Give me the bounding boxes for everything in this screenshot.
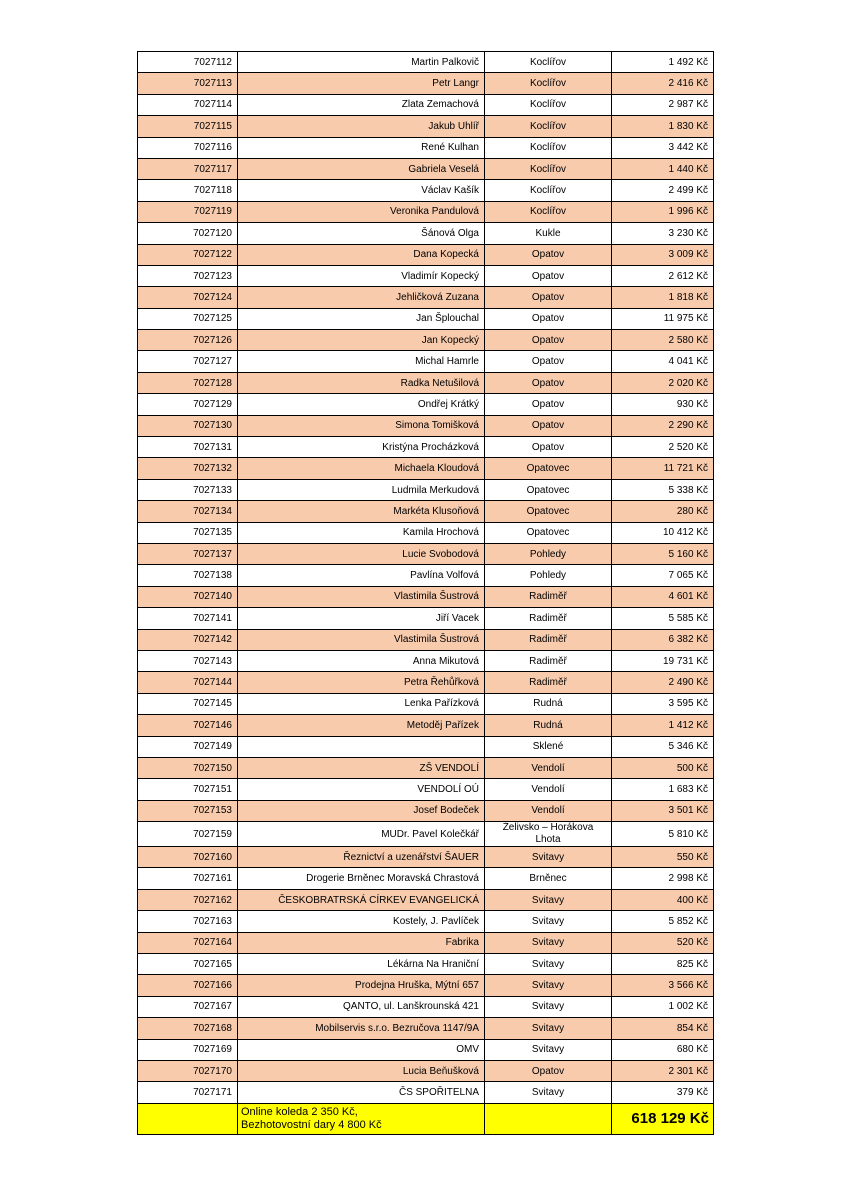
donor-id-cell: 7027119 [138, 201, 238, 222]
amount-cell: 2 499 Kč [612, 180, 714, 201]
donor-id-cell: 7027127 [138, 351, 238, 372]
donor-id-cell: 7027137 [138, 543, 238, 564]
amount-cell: 5 810 Kč [612, 822, 714, 847]
table-row [138, 715, 714, 736]
donor-id-cell: 7027150 [138, 757, 238, 778]
place-cell: Radiměř [485, 586, 612, 607]
table-row [138, 265, 714, 286]
table-row [138, 757, 714, 778]
donor-id-cell: 7027163 [138, 911, 238, 932]
amount-cell: 930 Kč [612, 394, 714, 415]
table-row [138, 522, 714, 543]
amount-cell: 3 566 Kč [612, 975, 714, 996]
table-row [138, 52, 714, 73]
donor-id-cell: 7027116 [138, 137, 238, 158]
donor-id-cell: 7027159 [138, 822, 238, 847]
donor-id-cell: 7027125 [138, 308, 238, 329]
table-row [138, 543, 714, 564]
place-cell: Opatovec [485, 501, 612, 522]
amount-cell: 2 416 Kč [612, 73, 714, 94]
place-cell: Opatov [485, 415, 612, 436]
table-row [138, 868, 714, 889]
table-row [138, 73, 714, 94]
place-cell: Opatov [485, 1060, 612, 1081]
table-row [138, 437, 714, 458]
donor-id-cell: 7027168 [138, 1018, 238, 1039]
table-row [138, 911, 714, 932]
donor-id-cell: 7027131 [138, 437, 238, 458]
donor-id-cell: 7027165 [138, 954, 238, 975]
total-note-line1: Online koleda 2 350 Kč, [241, 1105, 358, 1118]
donor-name-cell: Michaela Kloudová [238, 458, 485, 479]
donations-table [137, 51, 714, 1135]
place-cell: Rudná [485, 693, 612, 714]
donor-id-cell: 7027133 [138, 479, 238, 500]
donor-id-cell: 7027112 [138, 52, 238, 73]
donor-id-cell: 7027114 [138, 94, 238, 115]
total-row-place-cell [485, 1103, 612, 1134]
amount-cell: 2 290 Kč [612, 415, 714, 436]
donor-name-cell: QANTO, ul. Lanškrounská 421 [238, 996, 485, 1017]
donor-id-cell: 7027144 [138, 672, 238, 693]
amount-cell: 6 382 Kč [612, 629, 714, 650]
donor-id-cell: 7027118 [138, 180, 238, 201]
place-cell: Koclířov [485, 73, 612, 94]
table-row [138, 394, 714, 415]
table-row [138, 479, 714, 500]
table-row [138, 116, 714, 137]
amount-cell: 3 009 Kč [612, 244, 714, 265]
donor-name-cell: Petr Langr [238, 73, 485, 94]
donor-id-cell: 7027117 [138, 158, 238, 179]
donor-name-cell: Jiří Vacek [238, 608, 485, 629]
table-row [138, 1018, 714, 1039]
amount-cell: 680 Kč [612, 1039, 714, 1060]
place-cell: Opatov [485, 308, 612, 329]
amount-cell: 5 346 Kč [612, 736, 714, 757]
amount-cell: 1 412 Kč [612, 715, 714, 736]
place-cell: Vendolí [485, 800, 612, 821]
amount-cell: 2 301 Kč [612, 1060, 714, 1081]
total-row-id-cell [138, 1103, 238, 1134]
donor-id-cell: 7027153 [138, 800, 238, 821]
donor-id-cell: 7027113 [138, 73, 238, 94]
place-cell: Koclířov [485, 52, 612, 73]
donor-name-cell: OMV [238, 1039, 485, 1060]
table-row [138, 954, 714, 975]
table-row [138, 308, 714, 329]
donor-name-cell: Jan Kopecký [238, 330, 485, 351]
donor-name-cell: Lékárna Na Hraniční [238, 954, 485, 975]
donor-name-cell: Drogerie Brněnec Moravská Chrastová [238, 868, 485, 889]
place-cell: Svitavy [485, 996, 612, 1017]
donor-id-cell: 7027171 [138, 1082, 238, 1103]
grand-total: 618 129 Kč [612, 1103, 714, 1134]
place-cell: Vendolí [485, 757, 612, 778]
donor-name-cell: Jan Šplouchal [238, 308, 485, 329]
table-row [138, 137, 714, 158]
amount-cell: 2 490 Kč [612, 672, 714, 693]
place-cell: Želivsko – Horákova Lhota [485, 822, 612, 847]
place-cell: Svitavy [485, 932, 612, 953]
total-note-line2: Bezhotovostní dary 4 800 Kč [241, 1118, 382, 1131]
donor-name-cell: Kostely, J. Pavlíček [238, 911, 485, 932]
donor-name-cell: MUDr. Pavel Kolečkář [238, 822, 485, 847]
donor-name-cell: Veronika Pandulová [238, 201, 485, 222]
donor-id-cell: 7027130 [138, 415, 238, 436]
place-cell: Koclířov [485, 94, 612, 115]
donor-id-cell: 7027120 [138, 223, 238, 244]
donor-name-cell: René Kulhan [238, 137, 485, 158]
table-row [138, 287, 714, 308]
table-row [138, 736, 714, 757]
table-row [138, 94, 714, 115]
table-row [138, 975, 714, 996]
donor-id-cell: 7027134 [138, 501, 238, 522]
donor-name-cell: ČS SPOŘITELNA [238, 1082, 485, 1103]
donor-id-cell: 7027166 [138, 975, 238, 996]
amount-cell: 550 Kč [612, 847, 714, 868]
place-cell: Radiměř [485, 629, 612, 650]
donor-name-cell: Řeznictví a uzenářství ŠAUER [238, 847, 485, 868]
amount-cell: 1 996 Kč [612, 201, 714, 222]
table-row [138, 158, 714, 179]
donor-id-cell: 7027143 [138, 650, 238, 671]
place-cell: Radiměř [485, 608, 612, 629]
donor-name-cell: Ondřej Krátký [238, 394, 485, 415]
donor-id-cell: 7027123 [138, 265, 238, 286]
donor-id-cell: 7027115 [138, 116, 238, 137]
amount-cell: 11 721 Kč [612, 458, 714, 479]
amount-cell: 7 065 Kč [612, 565, 714, 586]
place-cell: Koclířov [485, 116, 612, 137]
table-row [138, 608, 714, 629]
table-row [138, 223, 714, 244]
donor-id-cell: 7027169 [138, 1039, 238, 1060]
amount-cell: 854 Kč [612, 1018, 714, 1039]
table-row [138, 415, 714, 436]
donations-table-body [138, 52, 714, 1104]
amount-cell: 280 Kč [612, 501, 714, 522]
amount-cell: 1 683 Kč [612, 779, 714, 800]
amount-cell: 5 852 Kč [612, 911, 714, 932]
place-cell: Sklené [485, 736, 612, 757]
table-row [138, 351, 714, 372]
table-row [138, 847, 714, 868]
donor-name-cell: Pavlína Volfová [238, 565, 485, 586]
donor-id-cell: 7027167 [138, 996, 238, 1017]
table-row [138, 779, 714, 800]
donor-id-cell: 7027161 [138, 868, 238, 889]
place-cell: Opatov [485, 372, 612, 393]
table-row [138, 693, 714, 714]
donor-name-cell: Zlata Zemachová [238, 94, 485, 115]
place-cell: Opatov [485, 437, 612, 458]
table-row [138, 586, 714, 607]
amount-cell: 500 Kč [612, 757, 714, 778]
place-cell: Svitavy [485, 889, 612, 910]
amount-cell: 379 Kč [612, 1082, 714, 1103]
donor-name-cell: Šánová Olga [238, 223, 485, 244]
donor-id-cell: 7027122 [138, 244, 238, 265]
donor-name-cell: Simona Tomišková [238, 415, 485, 436]
amount-cell: 3 230 Kč [612, 223, 714, 244]
table-row [138, 629, 714, 650]
donor-id-cell: 7027124 [138, 287, 238, 308]
place-cell: Opatov [485, 287, 612, 308]
amount-cell: 5 585 Kč [612, 608, 714, 629]
donor-id-cell: 7027135 [138, 522, 238, 543]
place-cell: Opatov [485, 330, 612, 351]
amount-cell: 1 830 Kč [612, 116, 714, 137]
donor-name-cell: Josef Bodeček [238, 800, 485, 821]
table-row [138, 244, 714, 265]
table-row [138, 932, 714, 953]
donor-id-cell: 7027138 [138, 565, 238, 586]
amount-cell: 19 731 Kč [612, 650, 714, 671]
place-cell: Rudná [485, 715, 612, 736]
donor-id-cell: 7027132 [138, 458, 238, 479]
table-row [138, 1060, 714, 1081]
amount-cell: 3 442 Kč [612, 137, 714, 158]
place-cell: Koclířov [485, 158, 612, 179]
donor-name-cell: Anna Mikutová [238, 650, 485, 671]
donor-name-cell: VENDOLÍ OÚ [238, 779, 485, 800]
amount-cell: 2 020 Kč [612, 372, 714, 393]
table-row [138, 889, 714, 910]
amount-cell: 1 818 Kč [612, 287, 714, 308]
donor-id-cell: 7027160 [138, 847, 238, 868]
donor-id-cell: 7027162 [138, 889, 238, 910]
amount-cell: 520 Kč [612, 932, 714, 953]
table-row [138, 996, 714, 1017]
donor-name-cell: ZŠ VENDOLÍ [238, 757, 485, 778]
amount-cell: 5 338 Kč [612, 479, 714, 500]
table-row [138, 1039, 714, 1060]
place-cell: Koclířov [485, 201, 612, 222]
place-cell: Opatov [485, 351, 612, 372]
amount-cell: 400 Kč [612, 889, 714, 910]
place-cell: Koclířov [485, 137, 612, 158]
donor-name-cell: Lucie Svobodová [238, 543, 485, 564]
donor-name-cell: Kamila Hrochová [238, 522, 485, 543]
amount-cell: 4 601 Kč [612, 586, 714, 607]
place-cell: Brněnec [485, 868, 612, 889]
donor-id-cell: 7027141 [138, 608, 238, 629]
donor-name-cell: Fabrika [238, 932, 485, 953]
table-row [138, 672, 714, 693]
place-cell: Opatov [485, 265, 612, 286]
donor-id-cell: 7027170 [138, 1060, 238, 1081]
amount-cell: 2 612 Kč [612, 265, 714, 286]
donor-name-cell: Mobilservis s.r.o. Bezručova 1147/9A [238, 1018, 485, 1039]
place-cell: Pohledy [485, 543, 612, 564]
total-note-cell [238, 1103, 485, 1134]
place-cell: Svitavy [485, 954, 612, 975]
place-cell: Opatovec [485, 458, 612, 479]
table-row [138, 372, 714, 393]
table-row [138, 1082, 714, 1103]
table-row [138, 180, 714, 201]
place-cell: Svitavy [485, 1039, 612, 1060]
amount-cell: 1 492 Kč [612, 52, 714, 73]
donor-name-cell: Kristýna Procházková [238, 437, 485, 458]
donor-name-cell: Gabriela Veselá [238, 158, 485, 179]
amount-cell: 10 412 Kč [612, 522, 714, 543]
table-row [138, 822, 714, 847]
donor-id-cell: 7027140 [138, 586, 238, 607]
amount-cell: 1 440 Kč [612, 158, 714, 179]
table-row [138, 458, 714, 479]
total-row [138, 1103, 714, 1134]
donor-id-cell: 7027151 [138, 779, 238, 800]
place-cell: Svitavy [485, 911, 612, 932]
donor-name-cell: Ludmila Merkudová [238, 479, 485, 500]
place-cell: Svitavy [485, 975, 612, 996]
table-row [138, 330, 714, 351]
donor-name-cell [238, 736, 485, 757]
place-cell: Svitavy [485, 1018, 612, 1039]
amount-cell: 3 501 Kč [612, 800, 714, 821]
place-cell: Svitavy [485, 847, 612, 868]
amount-cell: 5 160 Kč [612, 543, 714, 564]
place-cell: Opatov [485, 244, 612, 265]
place-cell: Radiměř [485, 672, 612, 693]
donor-name-cell: Michal Hamrle [238, 351, 485, 372]
donor-id-cell: 7027149 [138, 736, 238, 757]
place-cell: Opatovec [485, 522, 612, 543]
place-cell: Vendolí [485, 779, 612, 800]
table-row [138, 650, 714, 671]
amount-cell: 11 975 Kč [612, 308, 714, 329]
table-row [138, 501, 714, 522]
place-cell: Kukle [485, 223, 612, 244]
donor-name-cell: Metoděj Pařízek [238, 715, 485, 736]
donor-id-cell: 7027128 [138, 372, 238, 393]
donor-name-cell: Vladimír Kopecký [238, 265, 485, 286]
donor-name-cell: Jehličková Zuzana [238, 287, 485, 308]
place-cell: Radiměř [485, 650, 612, 671]
amount-cell: 3 595 Kč [612, 693, 714, 714]
place-cell: Pohledy [485, 565, 612, 586]
amount-cell: 2 987 Kč [612, 94, 714, 115]
table-row [138, 201, 714, 222]
donor-name-cell: Vlastimila Šustrová [238, 586, 485, 607]
amount-cell: 1 002 Kč [612, 996, 714, 1017]
donor-id-cell: 7027126 [138, 330, 238, 351]
amount-cell: 825 Kč [612, 954, 714, 975]
place-cell: Svitavy [485, 1082, 612, 1103]
place-cell: Opatov [485, 394, 612, 415]
donor-id-cell: 7027146 [138, 715, 238, 736]
table-row [138, 800, 714, 821]
donor-name-cell: Lucia Beňušková [238, 1060, 485, 1081]
donor-name-cell: Jakub Uhlíř [238, 116, 485, 137]
amount-cell: 2 998 Kč [612, 868, 714, 889]
donor-name-cell: Martin Palkovič [238, 52, 485, 73]
amount-cell: 2 580 Kč [612, 330, 714, 351]
donor-name-cell: Radka Netušilová [238, 372, 485, 393]
donor-name-cell: Prodejna Hruška, Mýtní 657 [238, 975, 485, 996]
amount-cell: 4 041 Kč [612, 351, 714, 372]
table-row [138, 565, 714, 586]
donor-name-cell: Dana Kopecká [238, 244, 485, 265]
donor-name-cell: Lenka Pařízková [238, 693, 485, 714]
donor-name-cell: Markéta Klusoňová [238, 501, 485, 522]
place-cell: Opatovec [485, 479, 612, 500]
donor-name-cell: Vlastimila Šustrová [238, 629, 485, 650]
donor-name-cell: Václav Kašík [238, 180, 485, 201]
amount-cell: 2 520 Kč [612, 437, 714, 458]
donor-id-cell: 7027142 [138, 629, 238, 650]
place-cell: Koclířov [485, 180, 612, 201]
donor-name-cell: ČESKOBRATRSKÁ CÍRKEV EVANGELICKÁ [238, 889, 485, 910]
donor-id-cell: 7027129 [138, 394, 238, 415]
donor-id-cell: 7027145 [138, 693, 238, 714]
donor-id-cell: 7027164 [138, 932, 238, 953]
donor-name-cell: Petra Řehůřková [238, 672, 485, 693]
